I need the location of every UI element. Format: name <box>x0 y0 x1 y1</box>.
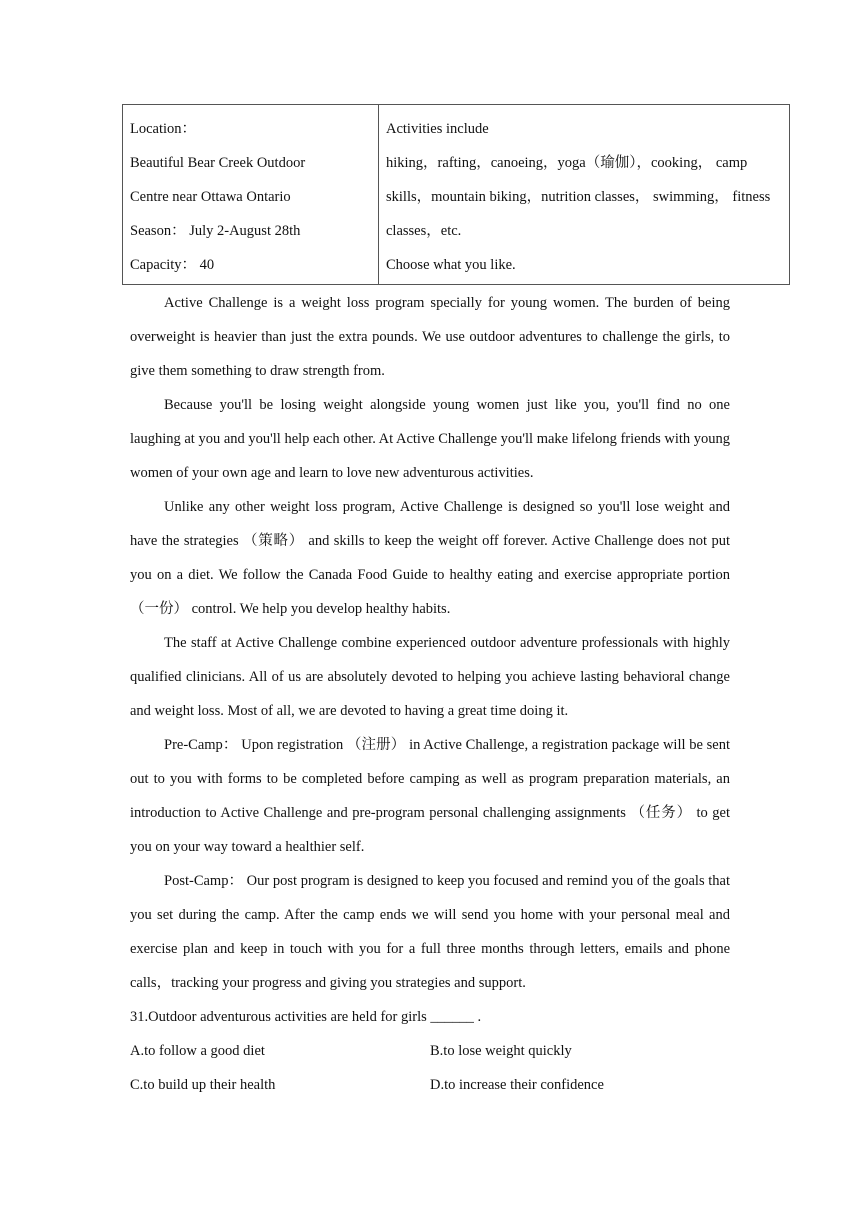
option-a: A.to follow a good diet <box>130 1043 265 1059</box>
location-line-1: Beautiful Bear Creek Outdoor <box>130 155 306 171</box>
season-text: Season： July 2-August 28th <box>130 223 301 239</box>
capacity-text: Capacity： 40 <box>130 257 215 273</box>
choose-text: Choose what you like. <box>386 257 516 273</box>
camp-details-cell <box>123 105 379 285</box>
paragraph-strategies: Unlike any other weight loss program, Active Challenge is designed so you'll lose weight and have the strategies （策略） and skills to keep the weight off forever. Active Challenge does not put you on a diet. We follow the Canada Food Guide to healthy eating and exercise appropriate portion （一份） control. We help you develop healthy habits. <box>130 499 730 617</box>
activities-cell <box>379 105 790 285</box>
paragraph-post-camp: Post-Camp： Our post program is designed to keep you focused and remind you of the goals that you set during the camp. After the camp ends we will send you home with your personal meal and exercise plan and keep in touch with you for a full three months through letters, emails and phone calls，tracking your progress and giving you strategies and support. <box>130 873 730 991</box>
paragraph-staff: The staff at Active Challenge combine experienced outdoor adventure professionals with highly qualified clinicians. All of us are absolutely devoted to helping you achieve lasting behavioral change and weight loss. Most of all, we are devoted to having a great time doing it. <box>130 635 730 719</box>
location-label: Location： <box>130 121 197 137</box>
question-options <box>130 1034 730 1102</box>
paragraph-friends: Because you'll be losing weight alongside young women just like you, you'll find no one laughing at you and you'll help each other. At Active Challenge you'll make lifelong friends with young women of your own age and learn to love new adventurous activities. <box>130 397 731 481</box>
article-body <box>130 286 730 1102</box>
activities-list: hiking，rafting，canoeing，yoga（瑜伽），cooking， camp skills，mountain biking，nutrition classes， swimming， fitness classes，etc. <box>386 155 771 239</box>
option-b: B.to lose weight quickly <box>430 1043 572 1059</box>
activities-heading: Activities include <box>386 121 489 137</box>
location-line-2: Centre near Ottawa Ontario <box>130 189 291 205</box>
option-d: D.to increase their confidence <box>430 1077 604 1093</box>
paragraph-pre-camp: Pre-Camp： Upon registration （注册） in Active Challenge, a registration package will be sent out to you with forms to be completed before camping as well as program preparation materials, an introduction to Active Challenge and pre-program personal challenging assignments （任务） to get you on your way toward a healthier self. <box>130 737 730 855</box>
paragraph-intro: Active Challenge is a weight loss program specially for young women. The burden of being overweight is heavier than just the extra pounds. We use outdoor adventures to challenge the girls, to give them something to draw strength from. <box>130 295 730 379</box>
option-c: C.to build up their health <box>130 1077 276 1093</box>
question-stem: 31.Outdoor adventurous activities are held for girls ______ . <box>130 1009 482 1025</box>
camp-info-table <box>122 104 790 285</box>
